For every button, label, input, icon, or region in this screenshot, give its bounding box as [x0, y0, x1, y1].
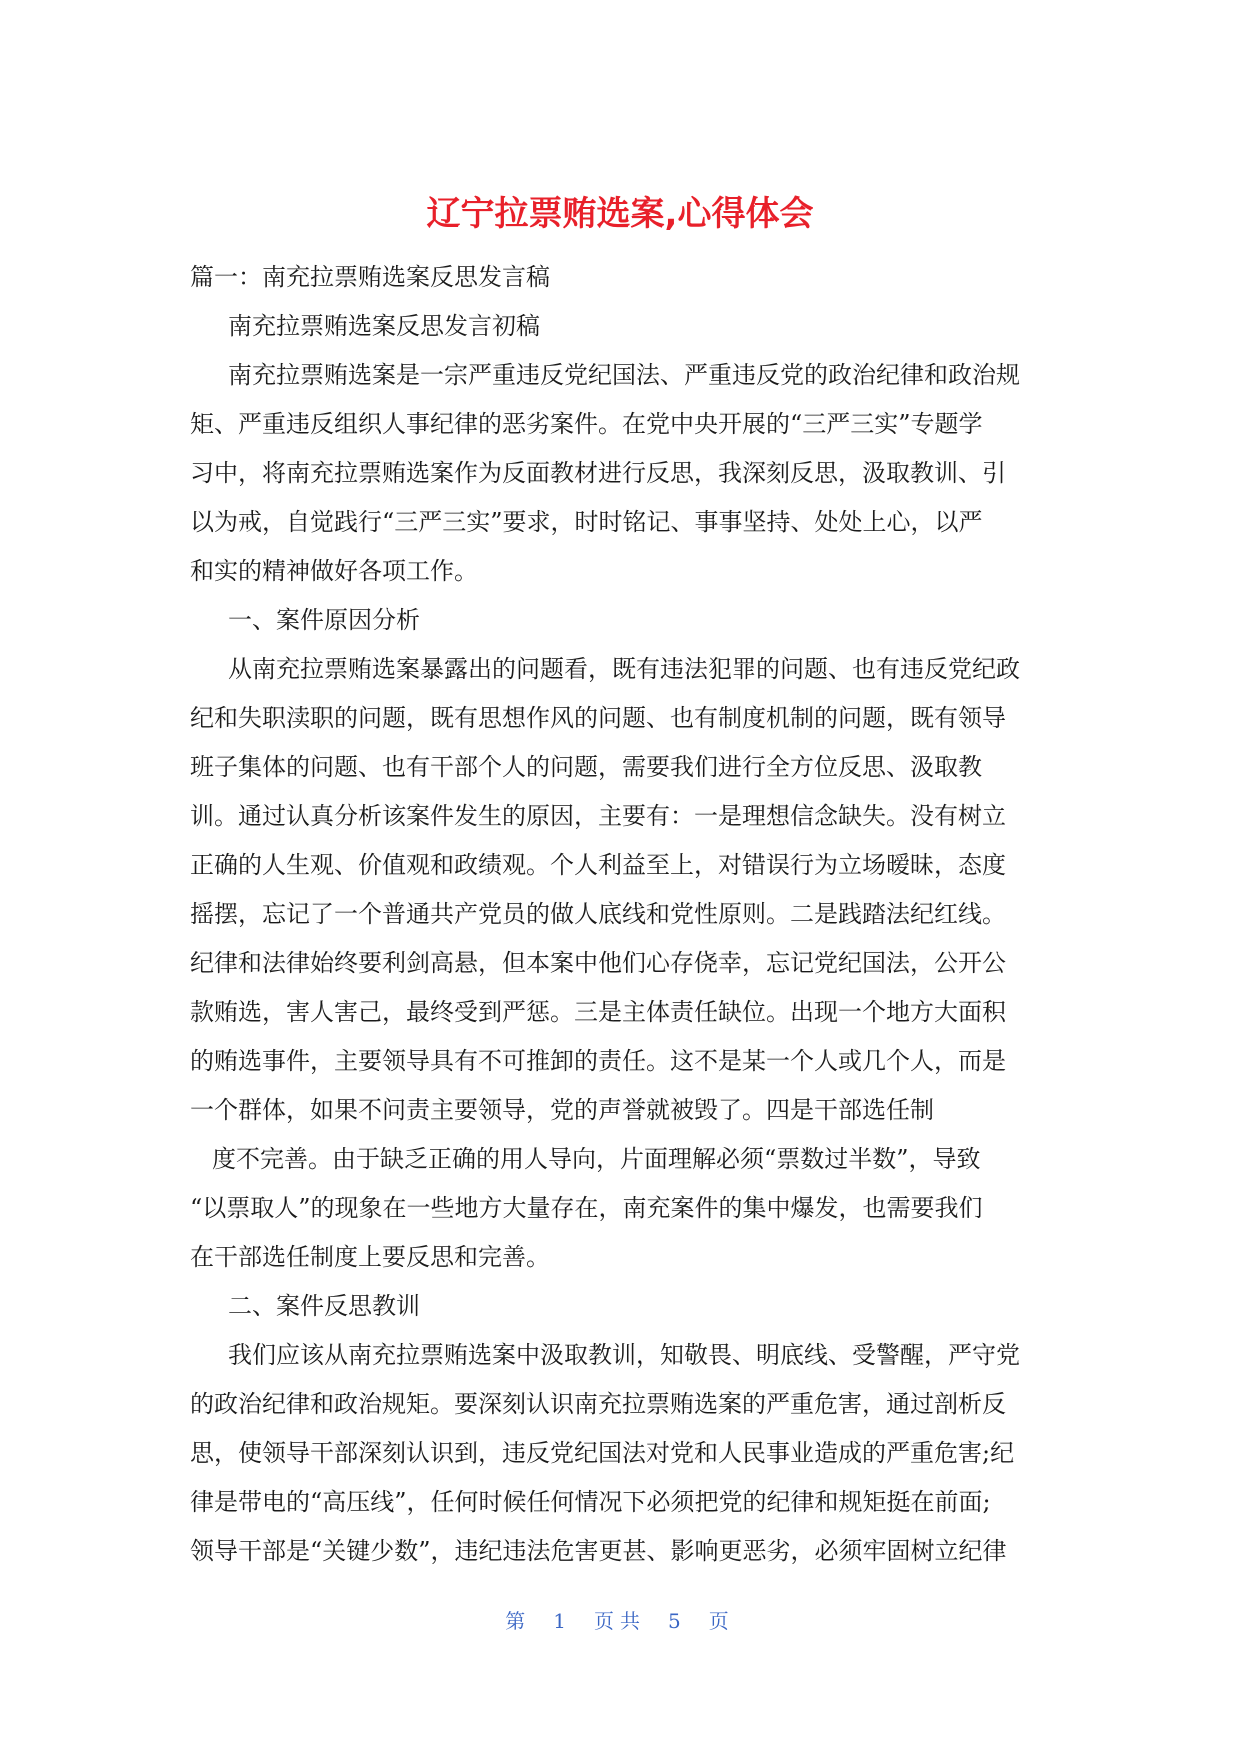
paragraph-line: 一个群体，如果不问责主要领导，党的声誉就被毁了。四是干部选任制	[190, 1096, 934, 1124]
paragraph-line: 从南充拉票贿选案暴露出的问题看，既有违法犯罪的问题、也有违反党纪政	[228, 655, 1020, 683]
paragraph-line: 的政治纪律和政治规矩。要深刻认识南充拉票贿选案的严重危害，通过剖析反	[190, 1390, 1006, 1418]
subtitle: 南充拉票贿选案反思发言初稿	[228, 312, 540, 340]
paragraph-line: 款贿选，害人害己，最终受到严惩。三是主体责任缺位。出现一个地方大面积	[190, 998, 1006, 1026]
paragraph-line: 度不完善。由于缺乏正确的用人导向，片面理解必须“票数过半数”，导致	[212, 1145, 981, 1173]
footer-middle: 页共	[594, 1609, 646, 1633]
paragraph-line: 训。通过认真分析该案件发生的原因，主要有：一是理想信念缺失。没有树立	[190, 802, 1006, 830]
paragraph-line: 和实的精神做好各项工作。	[190, 557, 478, 585]
section-heading: 一、案件原因分析	[228, 606, 420, 634]
document-title: 辽宁拉票贿选案,心得体会	[426, 194, 814, 234]
section-heading: 二、案件反思教训	[228, 1292, 420, 1320]
paragraph-line: 在干部选任制度上要反思和完善。	[190, 1243, 550, 1271]
footer-suffix: 页	[708, 1609, 735, 1633]
paragraph-line: 纪律和法律始终要利剑高悬，但本案中他们心存侥幸，忘记党纪国法，公开公	[190, 949, 1006, 977]
paragraph-line: 领导干部是“关键少数”，违纪违法危害更甚、影响更恶劣，必须牢固树立纪律	[190, 1537, 1007, 1565]
footer-prefix: 第	[505, 1609, 532, 1633]
footer-total-pages: 5	[668, 1609, 687, 1633]
paragraph-line: 南充拉票贿选案是一宗严重违反党纪国法、严重违反党的政治纪律和政治规	[228, 361, 1020, 389]
paragraph-line: 思，使领导干部深刻认识到，违反党纪国法对党和人民事业造成的严重危害;纪	[190, 1439, 1015, 1467]
paragraph-line: 我们应该从南充拉票贿选案中汲取教训，知敬畏、明底线、受警醒，严守党	[228, 1341, 1020, 1369]
paragraph-line: 纪和失职渎职的问题，既有思想作风的问题、也有制度机制的问题，既有领导	[190, 704, 1006, 732]
paragraph-line: 以为戒，自觉践行“三严三实”要求，时时铭记、事事坚持、处处上心，以严	[190, 508, 983, 536]
page-footer	[0, 1605, 1240, 1634]
section-heading: 篇一：南充拉票贿选案反思发言稿	[190, 263, 550, 291]
paragraph-line: 的贿选事件，主要领导具有不可推卸的责任。这不是某一个人或几个人，而是	[190, 1047, 1006, 1075]
paragraph-line: 摇摆，忘记了一个普通共产党员的做人底线和党性原则。二是践踏法纪红线。	[190, 900, 1006, 928]
paragraph-line: 班子集体的问题、也有干部个人的问题，需要我们进行全方位反思、汲取教	[190, 753, 982, 781]
paragraph-line: “以票取人”的现象在一些地方大量存在，南充案件的集中爆发，也需要我们	[190, 1194, 983, 1222]
footer-page-number: 1	[553, 1609, 572, 1633]
paragraph-line: 习中，将南充拉票贿选案作为反面教材进行反思，我深刻反思，汲取教训、引	[190, 459, 1006, 487]
paragraph-line: 律是带电的“高压线”，任何时候任何情况下必须把党的纪律和规矩挺在前面;	[190, 1488, 991, 1516]
paragraph-line: 矩、严重违反组织人事纪律的恶劣案件。在党中央开展的“三严三实”专题学	[190, 410, 983, 438]
document-body	[190, 253, 1056, 1576]
paragraph-line: 正确的人生观、价值观和政绩观。个人利益至上，对错误行为立场暧昧，态度	[190, 851, 1006, 879]
